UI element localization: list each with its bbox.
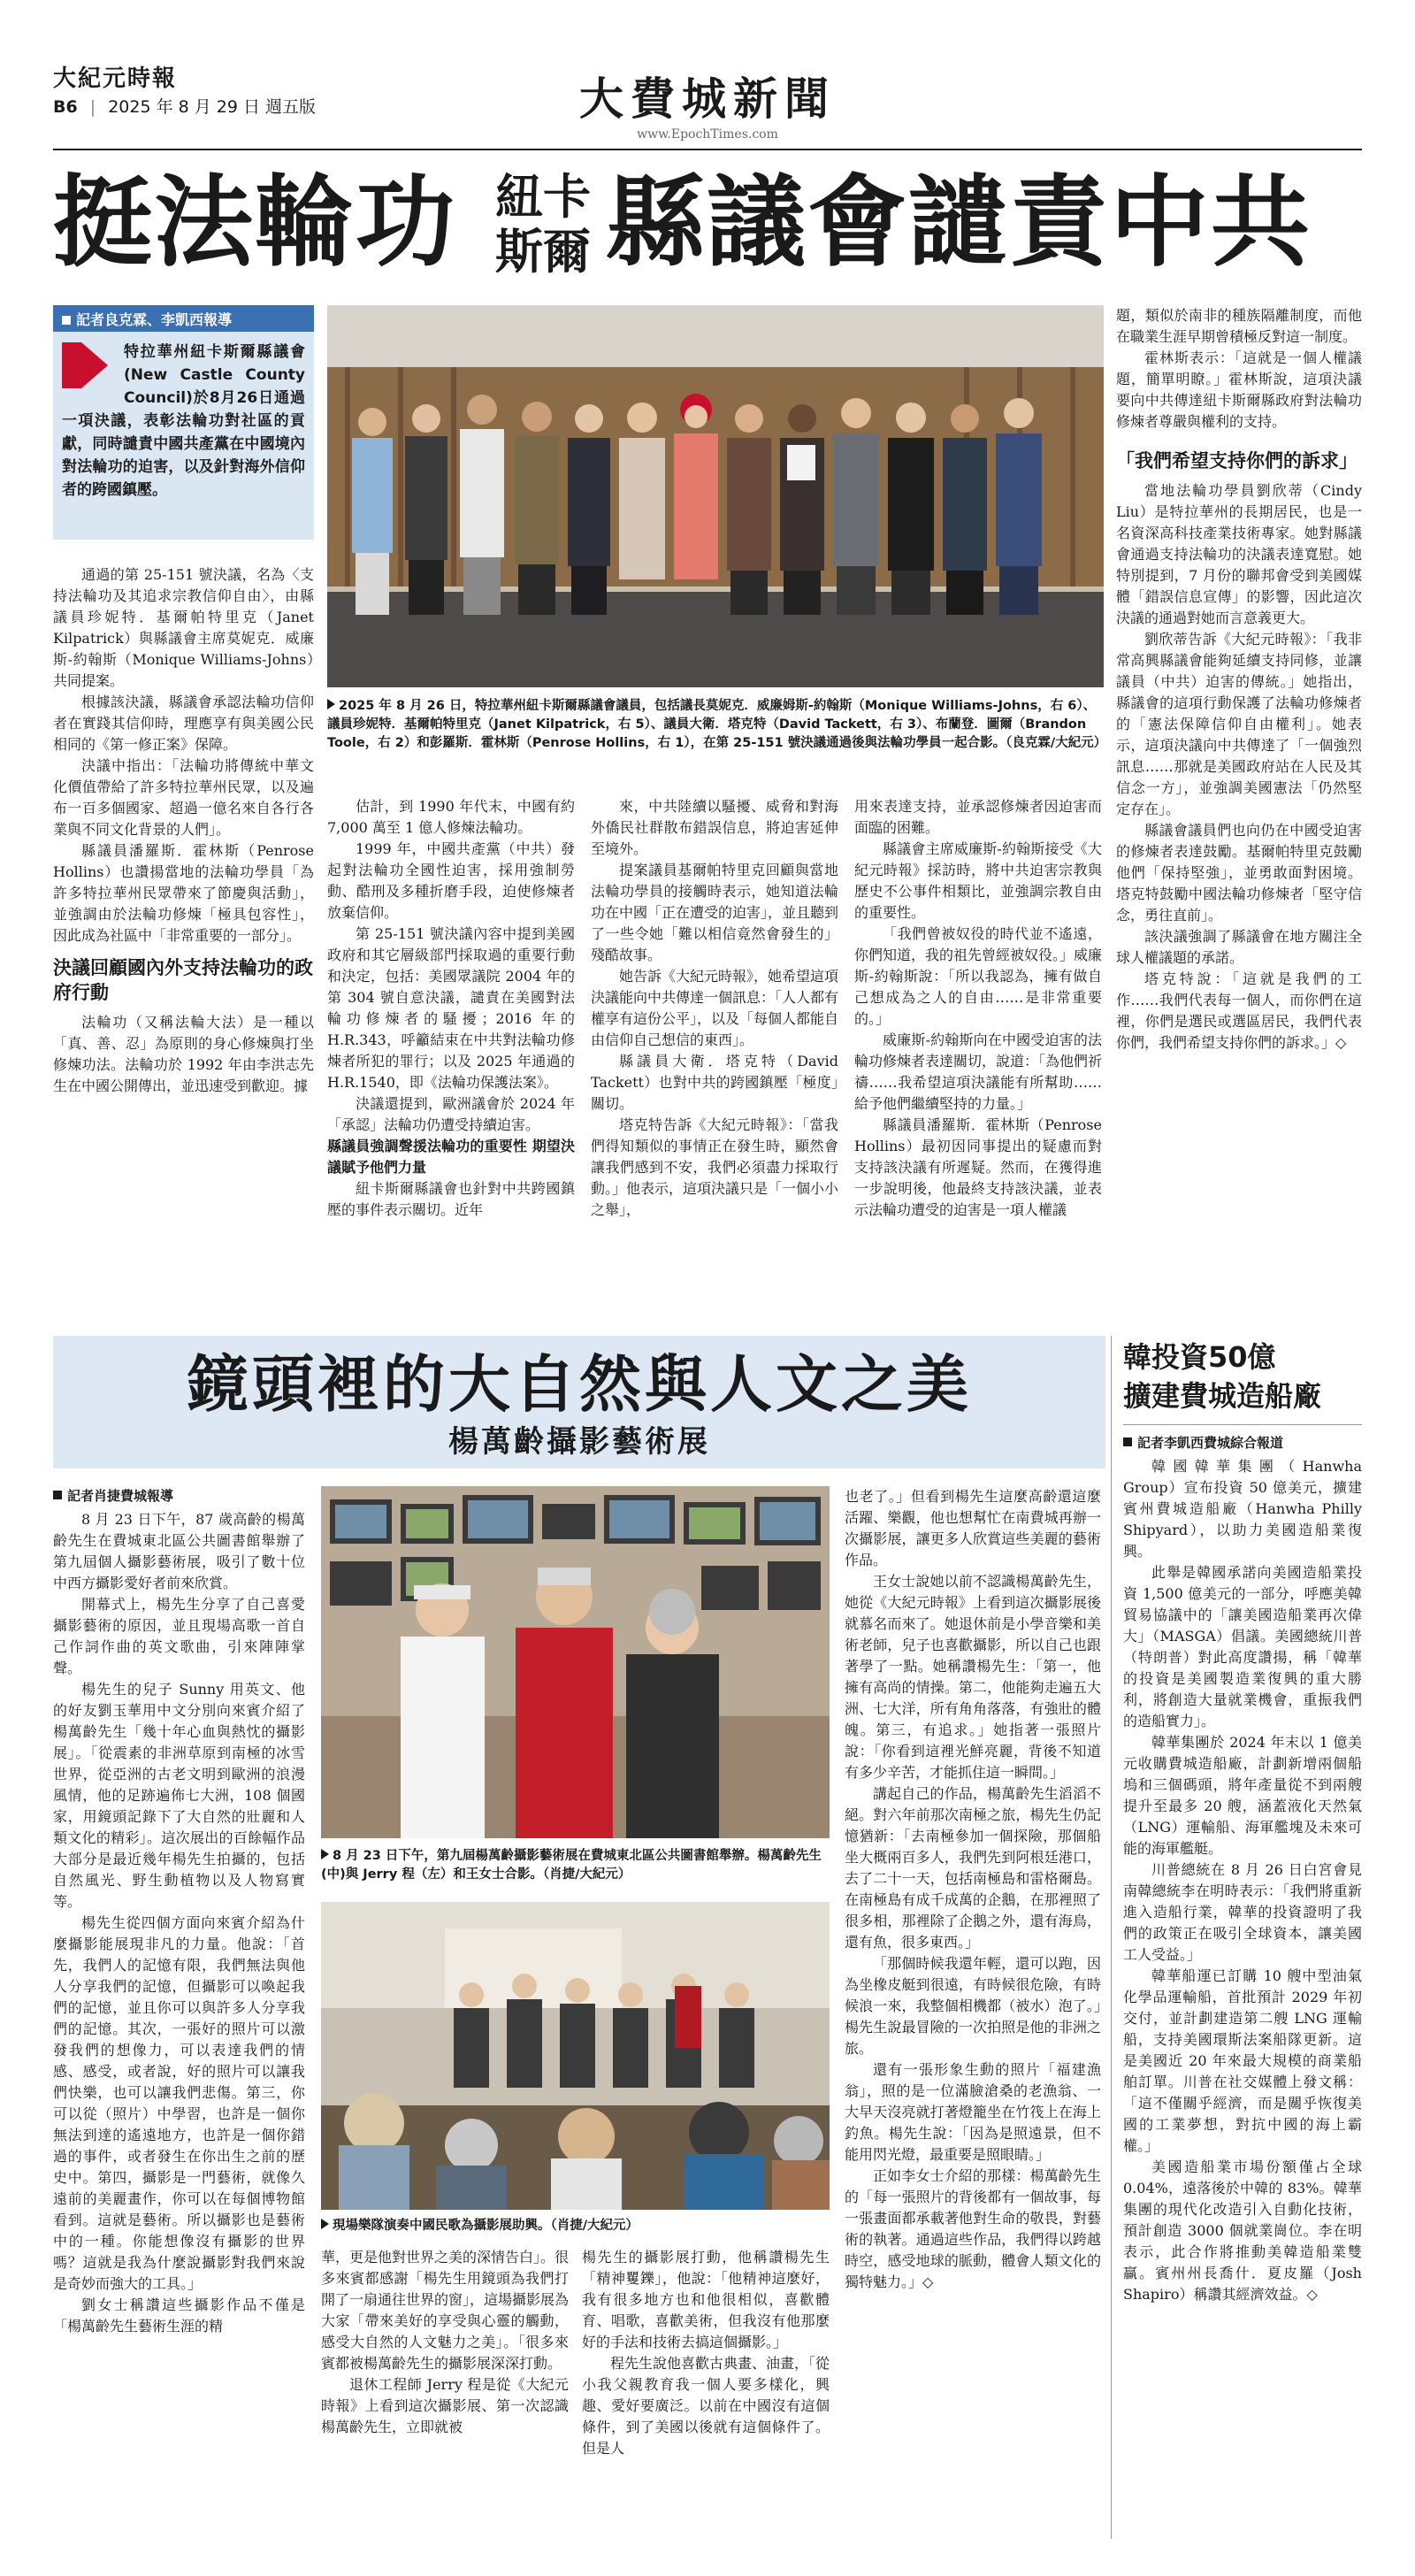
- paragraph: 還有一張形象生動的照片「福建漁翁」，照的是一位滿臉滄桑的老漁翁、一大早天沒亮就打著燈籠坐在竹筏上在海上釣魚。楊先生說：「因為是照遠景，但不能用閃光燈，最重要是照眼睛。」: [845, 2061, 1101, 2163]
- article3-headline-line1: 韓投資50億: [1123, 1340, 1276, 1374]
- paragraph: 美國造船業市場份額僅占全球 0.04%，遠落後於中韓的 83%。韓華集團的現代化改造引入自動化技術，預計創造 3000 個就業崗位。李在明表示，此合作將推動美韓造船業雙贏。賓州州長喬什．夏皮羅（Josh Shapiro）稱讚其經濟效益。◇: [1123, 2158, 1362, 2303]
- paragraph: 該決議強調了縣議會在地方關注全球人權議題的承諾。: [1116, 928, 1362, 966]
- paper-name: 大紀元時報: [53, 65, 178, 92]
- paragraph: 此舉是韓國承諾向美國造船業投資 1,500 億美元的一部分，呼應美韓貿易協議中的「讓美國造船業再次偉大」（MASGA）倡議。美國總統川普（特朗普）對此高度讚揚，稱「韓華的投資是美國製造業復興的重大勝利，將創造大量就業機會，重振我們的造船實力」。: [1123, 1564, 1362, 1729]
- section-title: 大費城新聞: [579, 73, 836, 125]
- article2-subheadline: 楊萬齡攝影藝術展: [448, 1424, 710, 1460]
- paragraph: 開幕式上，楊先生分享了自己喜愛攝影藝術的原因，並且現場高歌一首自己作詞作曲的英文歌曲，引來陣陣掌聲。: [53, 1596, 305, 1676]
- paragraph: 川普總統在 8 月 26 日白宮會見南韓總統李在明時表示：「我們將重新進入造船行業，韓華的投資證明了我們的政策正在吸引全球資本，讓美國工人受益。」: [1123, 1861, 1362, 1963]
- caption-text: 現場樂隊演奏中國民歌為攝影展助興。（肖捷/大紀元）: [333, 2219, 639, 2233]
- paragraph: 縣議會議員們也向仍在中國受迫害的修煉者表達鼓勵。基爾帕特里克鼓勵他們「保持堅強」，並勇敢面對困境。塔克特鼓勵中國法輪功修煉者「堅守信念，勇往直前」。: [1116, 822, 1362, 924]
- article3-headline: [1123, 1338, 1362, 1415]
- paragraph: 第 25-151 號決議內容中提到美國政府和其它層級部門採取過的重要行動和決定，包括：美國眾議院 2004 年的第 304 號自意決議，譴責在美國對法輪功修煉者的騷擾；2016 年的 H.R.343，呼籲結束在中共對法輪功修煉者所犯的罪行；以及 2025 年通過的 H.R.1540，即《法輪功保護法案》。: [327, 925, 575, 1091]
- paragraph: 劉欣蒂告訴《大紀元時報》：「我非常高興縣議會能夠延續支持同修，並讓議員（中共）迫害的傳統。」她指出，縣議會的這項行動保護了法輪功修煉者的「憲法保障信仰自由權利」。她表示，這項決議向中共傳達了「一個強烈訊息……那就是美國政府站在人民及其信念一方」，並強調美國憲法「仍然堅定存在」。: [1116, 631, 1362, 817]
- paragraph: 霍林斯表示：「這就是一個人權議題，簡單明瞭。」霍林斯說，這項決議要向中共傳達紐卡斯爾縣政府對法輪功修煉者尊嚴與權利的支持。: [1116, 349, 1362, 430]
- paragraph-emphasis: 縣議員強調聲援法輪功的重要性 期望決議賦予他們力量: [327, 1138, 575, 1176]
- lede-marker-icon: [62, 342, 117, 388]
- section-subhead: 「我們希望支持你們的訴求」: [1116, 450, 1358, 472]
- paragraph: 估計，到 1990 年代末，中國有約 7,000 萬至 1 億人修煉法輪功。: [327, 798, 575, 836]
- paragraph: 題，類似於南非的種族隔離制度，而他在職業生涯早期曾積極反對這一制度。: [1116, 307, 1362, 345]
- page-separator: |: [89, 97, 96, 117]
- byline-square-icon: [62, 316, 71, 325]
- caption-triangle-icon: [327, 699, 335, 709]
- paragraph: 威廉斯-約翰斯向在中國受迫害的法輪功修煉者表達關切，說道：「為他們祈禱……我希望這項決議能有所幫助……給予他們繼續堅持的力量。」: [854, 1031, 1102, 1112]
- article2-column-4: [845, 1486, 1101, 2539]
- paragraph: 提案議員基爾帕特里克回顧與當地法輪功學員的接觸時表示，她知道法輪功在中國「正在遭受的迫害」，並且聽到了一些令她「難以相信竟然會發生的」殘酷故事。: [591, 862, 838, 963]
- paragraph: 決議還提到，歐洲議會於 2024 年「承認」法輪功仍遭受持續迫害。: [327, 1095, 575, 1133]
- paragraph: 用來表達支持，並承認修煉者因迫害而面臨的困難。: [854, 798, 1102, 836]
- headline-left: 挺法輪功: [53, 165, 456, 280]
- paragraph: 王女士說她以前不認識楊萬齡先生，她從《大紀元時報》上看到這次攝影展後就慕名而來了。她退休前是小學音樂和美術老師，兒子也喜歡攝影，所以自己也跟著學了一點。她稱讚楊先生：「第一，他擁有高尚的情操。第二，他能夠走遍五大洲、七大洋，所有角角落落，有強壯的體魄。第三，有追求。」她指著一張照片說：「你看到這裡光鮮亮麗，背後不知道有多少辛苦，才能抓住這一瞬間。」: [845, 1573, 1101, 1781]
- paragraph: 楊先生的攝影展打動，他稱讚楊先生「精神矍鑠」，他說：「他精神這麼好，我有很多地方也和他很相似，喜歡體育、唱歌，喜歡美術，但我沒有他那麼好的手法和技術去搞這個攝影。」: [582, 2249, 830, 2350]
- page-number: B6: [53, 97, 78, 117]
- paragraph: 「那個時候我還年輕，還可以跑，因為坐橡皮艇到很遠，有時候很危險，有時候浪一來，我整個相機都（被水）泡了。」楊先生說最冒險的一次拍照是他的非洲之旅。: [845, 1955, 1101, 2057]
- masthead-rule: [53, 149, 1362, 150]
- paragraph: 退休工程師 Jerry 程是從《大紀元時報》上看到這次攝影展、第一次認識楊萬齡先生，立即就被: [321, 2376, 569, 2435]
- paragraph: 8 月 23 日下午，87 歲高齡的楊萬齡先生在費城東北區公共圖書館舉辦了第九屆個人攝影藝術展，吸引了數十位中西方攝影愛好者前來欣賞。: [53, 1511, 305, 1591]
- issue-date: 2025 年 8 月 29 日 週五版: [108, 97, 317, 117]
- article3-byline: 記者李凱西費城綜合報道: [1123, 1433, 1362, 1453]
- paragraph: 「我們曾被奴役的時代並不遙遠，你們知道，我的祖先曾經被奴役。」威廉斯-約翰斯說：「所以我認為，擁有做自己想成為之人的自由……是非常重要的。」: [854, 925, 1102, 1027]
- paragraph: 法輪功（又稱法輪大法）是一種以「真、善、忍」為原則的身心修煉與打坐修煉功法。法輪功於 1992 年由李洪志先生在中國公開傳出，並迅速受到歡迎。據: [53, 1014, 314, 1094]
- byline-square-icon: [53, 1491, 62, 1499]
- paragraph: 楊先生的兒子 Sunny 用英文、他的好友劉玉華用中文分別向來賓介紹了楊萬齡先生「幾十年心血與熱忱的攝影展」。「從震素的非洲草原到南極的冰雪世界，從亞洲的古老文明到歐洲的浪漫風情，他的足跡遍佈七大洲，108 個國家，用鏡頭記錄下了大自然的壯麗和人類文化的精彩」。這次展出的百餘幅作品大部分是最近幾年楊先生拍攝的，包括自然風光、野生動植物以及人物寫實等。: [53, 1681, 305, 1910]
- headline-place-bottom: 斯爾: [495, 223, 591, 280]
- paragraph: 楊先生從四個方面向來賓介紹為什麼攝影能展現非凡的力量。他說：「首先，我們人的記憶有限，我們無法與他人分享我們的記憶，但攝影可以喚起我們的記憶，並且你可以與許多人分享我們的記憶。其次，一張好的照片可以激發我們的想像力，可以表達我們的情感、感受，或者說，好的照片可以讓我們快樂，也可以讓我們悲傷。第三，你可以從（照片）中學習，也許是一個你無法到達的遙遠地方，也許是一個你錯過的事件，或者發生在你出生之前的歷史中。第四，攝影是一門藝術，就像久遠前的美麗畫作，你可以在每個博物館看到。這就是藝術。所以攝影也是藝術中的一種。你能想像沒有攝影的世界嗎？這就是我為什麼說攝影對我們來說是奇妙而強大的工具。」: [53, 1914, 305, 2292]
- paragraph: 韓華船運已訂購 10 艘中型油氣化學品運輸船，首批預計 2029 年初交付，並計劃建造第二艘 LNG 運輸船，支持美國環斯法案船隊更新。這是美國近 20 年來最大規模的商業船舶訂單。川普在社交媒體上發文稱：「這不僅關乎經濟，而是關乎恢復美國的工業夢想，對抗中國的海上霸權。」: [1123, 1967, 1362, 2154]
- lede-text: 特拉華州紐卡斯爾縣議會(New Castle County Council)於8月26日通過一項決議，表彰法輪功對社區的貢獻，同時譴責中國共產黨在中國境內對法輪功的迫害，以及針對海外信仰者的跨國鎮壓。: [62, 343, 305, 499]
- band-photo: [321, 1902, 830, 2210]
- website[interactable]: www.EpochTimes.com: [637, 127, 778, 142]
- paragraph: 程先生說他喜歡古典畫、油畫，「從小我父親教育我一個人要多樣化，興趣、愛好要廣泛。以前在中國沒有這個條件，到了美國以後就有這個條件了。但是人: [582, 2355, 830, 2457]
- paragraph: 韓華集團於 2024 年末以 1 億美元收購費城造船廠，計劃新增兩個船塢和三個碼頭，將年產量從不到兩艘提升至最多 20 艘，涵蓋液化天然氣（LNG）運輸船、海軍艦塊及未來可能的海軍艦艇。: [1123, 1734, 1362, 1857]
- article3-rule: [1123, 1424, 1362, 1425]
- exhibition-photo-caption: [321, 1847, 830, 1884]
- paragraph: 1999 年，中國共產黨（中共）發起對法輪功全國性迫害，採用強制勞動、酷刑及多種折磨手段，迫使修煉者放棄信仰。: [327, 840, 575, 921]
- paragraph: 講起自己的作品，楊萬齡先生滔滔不絕。對六年前那次南極之旅，楊先生仍記憶猶新：「去南極參加一個探險，那個船坐大概兩百多人，我們先到阿根廷港口，去了二十一天，包括南極島和雷格爾島。在南極島有成千成萬的企鵝，在那裡照了很多相，那裡除了企鵝之外，還有海鳥，還有魚，很多東西。」: [845, 1785, 1101, 1951]
- paragraph: 塔克特說：「這就是我們的工作……我們代表每一個人，而你們在這裡，你們是選民或選區居民，我們代表你們，我們希望支持你們的訴求。」◇: [1116, 970, 1362, 1051]
- paragraph: 正如李女士介紹的那樣：楊萬齡先生的「每一張照片的背後都有一個故事，每一張畫面都承載著他對生命的敬畏，對藝術的執著。通過這些作品，我們得以跨越時空，感受地球的脈動，體會人類文化的獨特魅力。」◇: [845, 2167, 1101, 2290]
- article2-column-3: [582, 2247, 830, 2539]
- paragraph: 韓國韓華集團（Hanwha Group）宣布投資 50 億美元，擴建賓州費城造船廠（Hanwha Philly Shipyard），以助力美國造船業復興。: [1123, 1458, 1362, 1560]
- paragraph: 塔克特告訴《大紀元時報》：「當我們得知類似的事情正在發生時，顯然會讓我們感到不安，我們必須盡力採取行動。」他表示，這項決議只是「一個小小之舉」，: [591, 1116, 838, 1218]
- caption-triangle-icon: [321, 2219, 329, 2229]
- paragraph: 縣議員潘羅斯．霍林斯（Penrose Hollins）最初因同事提出的疑慮而對支持該決議有所遲疑。然而，在獲得進一步說明後，他最終支持該決議，並表示法輪功遭受的迫害是一項人權議: [854, 1116, 1102, 1218]
- section-subhead: 決議回顧國內外支持法輪功的政府行動: [53, 957, 313, 1003]
- article2-column-2: [321, 2247, 569, 2539]
- paragraph: 劉女士稱讚這些攝影作品不僅是「楊萬齡先生藝術生涯的精: [53, 2296, 305, 2334]
- paragraph: 通過的第 25-151 號決議，名為〈支持法輪功及其追求宗教信仰自由〉，由縣議員珍妮特．基爾帕特里克（Janet Kilpatrick）與縣議會主席莫妮克．威廉斯-約翰斯（Monique Williams-Johns）共同提案。: [53, 566, 314, 689]
- headline-place-top: 紐卡: [495, 168, 591, 225]
- article2-byline: 記者肖捷費城報導: [53, 1486, 305, 1506]
- paragraph: 華，更是他對世界之美的深情告白」。很多來賓都感謝「楊先生用鏡頭為我們打開了一扇通往世界的窗」，這場攝影展為大家「帶來美好的享受與心靈的觸動，感受大自然的人文魅力之美」。「很多來賓都被楊萬齡先生的攝影展深深打動。: [321, 2249, 569, 2372]
- group-photo-caption: [327, 697, 1107, 753]
- byline-square-icon: [1123, 1438, 1132, 1446]
- caption-text: 2025 年 8 月 26 日，特拉華州紐卡斯爾縣議會議員，包括議長莫妮克．威廉姆斯-約翰斯（Monique Williams-Johns，右 6）、議員珍妮特．基爾帕特里克（Janet Kilpatrick，右 5）、議員大衛．塔克特（David Tackett，右 3）、布蘭登．圖爾（Brandon Toole，右 2）和彭羅斯．霍林斯（Penrose Hollins，右 1），在第 25-151 號決議通過後與法輪功學員一起合影。（良克霖/大紀元）: [327, 699, 1107, 750]
- main-headline: [53, 161, 1362, 294]
- paragraph: 當地法輪功學員劉欣蒂（Cindy Liu）是特拉華州的長期居民，也是一名資深高科技產業技術專家。她對縣議會通過支持法輪功的決議表達寬慰。她特別提到，7 月份的聯邦會受到美國媒體「錯誤信息宣傳」的影響，因此這次決議的通過對她而言意義更大。: [1116, 482, 1362, 626]
- paragraph: 紐卡斯爾縣議會也針對中共跨國鎮壓的事件表示關切。近年: [327, 1180, 575, 1218]
- article1-byline: [53, 305, 314, 332]
- paragraph: 縣議會主席威廉斯-約翰斯接受《大紀元時報》採訪時，將中共迫害宗教與歷史不公事件相類比，並強調宗教自由的重要性。: [854, 840, 1102, 921]
- paragraph: 來，中共陸續以騷擾、威脅和對海外僑民社群散布錯誤信息，將迫害延伸至境外。: [591, 798, 838, 857]
- paragraph: 根據該決議，縣議會承認法輪功信仰者在實踐其信仰時，理應享有與美國公民相同的《第一修正案》保障。: [53, 694, 314, 753]
- article1-lede: [53, 332, 314, 540]
- paragraph: 也老了。」但看到楊先生這麼高齡還這麼活躍、樂觀，他也想幫忙在南費城再辦一次攝影展，讓更多人欣賞這些美麗的藝術作品。: [845, 1488, 1101, 1568]
- exhibition-photo: [321, 1486, 830, 1838]
- paragraph: 決議中指出：「法輪功將傳統中華文化價值帶給了許多特拉華州民眾，以及遍布一百多個國家、超過一億名來自各行各業與不同文化背景的人們」。: [53, 757, 314, 838]
- headline-right: 縣議會譴責中共: [606, 165, 1312, 280]
- band-photo-caption: [321, 2217, 830, 2235]
- masthead: [53, 53, 1362, 168]
- article2-headline: 鏡頭裡的大自然與人文之美: [187, 1348, 972, 1421]
- paragraph: 縣議員潘羅斯．霍林斯（Penrose Hollins）也讚揚當地的法輪功學員「為許多特拉華州民眾帶來了節慶與活動」，並強調由於法輪功修煉「極具包容性」，因此成為社區中「非常重要的一部分」。: [53, 842, 314, 944]
- article3-headline-line2: 擴建費城造船廠: [1123, 1379, 1322, 1413]
- article3-column: [1123, 1433, 1362, 2539]
- column-rule: [1111, 1336, 1112, 2539]
- group-photo: [327, 305, 1104, 687]
- caption-text: 8 月 23 日下午，第九屆楊萬齡攝影藝術展在費城東北區公共圖書館舉辦。楊萬齡先生(中)與 Jerry 程（左）和王女士合影。（肖捷/大紀元）: [321, 1849, 822, 1882]
- byline-text: 記者良克霖、李凱西報導: [76, 311, 233, 328]
- caption-triangle-icon: [321, 1849, 329, 1859]
- paragraph: 她告訴《大紀元時報》，她希望這項決議能向中共傳達一個訊息：「人人都有權享有這份公平」，以及「每個人都能自由信仰自己想信的東西」。: [591, 968, 838, 1048]
- article2-column-1: [53, 1486, 305, 2539]
- page-info: [53, 94, 316, 118]
- paragraph: 縣議員大衛．塔克特（David Tackett）也對中共的跨國鎮壓「極度」關切。: [591, 1053, 838, 1112]
